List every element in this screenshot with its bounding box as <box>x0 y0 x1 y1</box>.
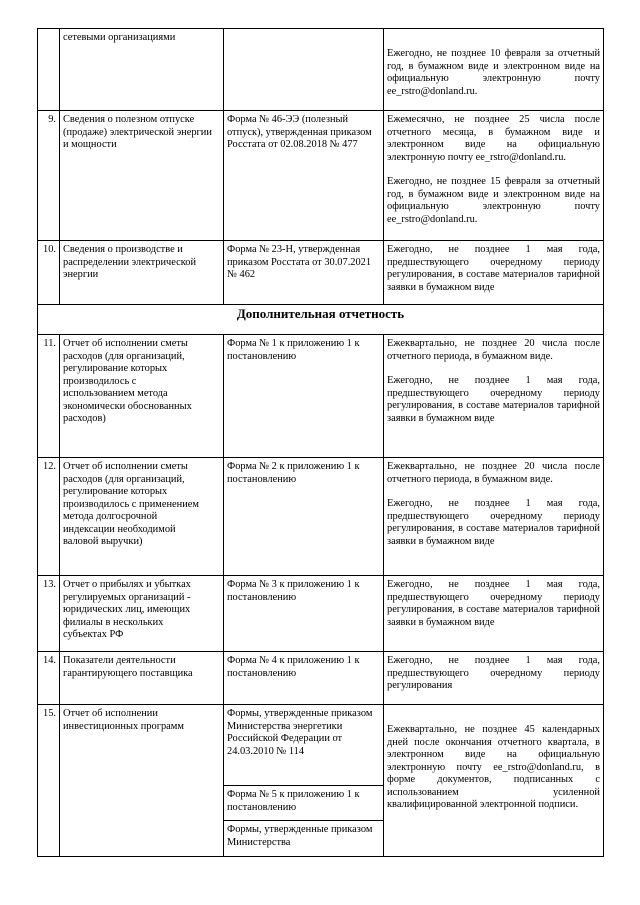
row-number: 14. <box>38 652 60 705</box>
report-form: Формы, утвержденные приказом Министерства энергетики Российской Федерации от 24.03.2010 № 114 <box>224 705 384 786</box>
report-deadline <box>384 458 604 576</box>
table-row <box>38 458 604 576</box>
table-row <box>38 335 604 458</box>
row-number: 10. <box>38 241 60 305</box>
table-row <box>38 576 604 652</box>
reporting-table <box>37 28 604 857</box>
deadline-text: Ежегодно, не позднее 10 февраля за отчетный год, в бумажном виде и электронном виде на официальную электронную почту ee_rstro@donland.ru. <box>387 48 600 97</box>
report-deadline <box>384 335 604 458</box>
report-form: Форма № 4 к приложению 1 к постановлению <box>224 652 384 705</box>
report-name: Сведения о полезном отпуске (продаже) электрической энергии и мощности <box>60 111 224 241</box>
deadline-text: Ежегодно, не позднее 1 мая года, предшествующего очередному периоду регулирования, в составе материалов тарифной заявки в бумажном виде <box>387 498 600 547</box>
deadline-text: Ежеквартально, не позднее 20 числа после отчетного периода, в бумажном виде. <box>387 461 600 485</box>
deadline-text: Ежеквартально, не позднее 45 календарных дней после окончания отчетного квартала, в электронном виде на официальную электронную почту ee_rstro@donland.ru, в форме документов, подписанных с использованием усиленной квалифицированной электронной подписи. <box>387 724 600 810</box>
report-name: Сведения о производстве и распределении электрической энергии <box>60 241 224 305</box>
row-number: 11. <box>38 335 60 458</box>
deadline-text: Ежегодно, не позднее 1 мая года, предшествующего очередному периоду регулирования <box>387 655 600 691</box>
row-number: 12. <box>38 458 60 576</box>
report-name: Отчет о прибылях и убытках регулируемых организаций - юридических лиц, имеющих филиалы в нескольких субъектах РФ <box>60 576 224 652</box>
report-deadline <box>384 29 604 111</box>
row-number: 13. <box>38 576 60 652</box>
report-deadline <box>384 241 604 305</box>
report-form: Формы, утвержденные приказом Министерства <box>224 821 384 857</box>
row-number: 9. <box>38 111 60 241</box>
report-name: сетевыми организациями <box>60 29 224 111</box>
deadline-text: Ежеквартально, не позднее 20 числа после отчетного периода, в бумажном виде. <box>387 338 600 362</box>
report-deadline <box>384 652 604 705</box>
report-deadline <box>384 705 604 857</box>
table-row <box>38 652 604 705</box>
report-form: Форма № 5 к приложению 1 к постановлению <box>224 786 384 821</box>
report-form: Форма № 2 к приложению 1 к постановлению <box>224 458 384 576</box>
deadline-text: Ежегодно, не позднее 15 февраля за отчетный год, в бумажном виде и электронном виде на официальную электронную почту ee_rstro@donland.ru. <box>387 176 600 225</box>
report-name: Отчет об исполнении инвестиционных программ <box>60 705 224 857</box>
table-row <box>38 29 604 111</box>
table-row <box>38 705 604 786</box>
deadline-text: Ежемесячно, не позднее 25 числа после отчетного месяца, в бумажном виде и электронном виде на официальную электронную почту ee_rstro@donland.ru. <box>387 114 600 163</box>
report-form: Форма № 23-Н, утвержденная приказом Росстата от 30.07.2021 № 462 <box>224 241 384 305</box>
report-deadline <box>384 111 604 241</box>
report-name: Показатели деятельности гарантирующего поставщика <box>60 652 224 705</box>
section-row <box>38 305 604 335</box>
row-number: 15. <box>38 705 60 857</box>
deadline-text: Ежегодно, не позднее 1 мая года, предшествующего очередному периоду регулирования, в составе материалов тарифной заявки в бумажном виде <box>387 375 600 424</box>
report-form <box>224 29 384 111</box>
report-name: Отчет об исполнении сметы расходов (для организаций, регулирование которых производилось с использованием метода экономически обоснованных расходов) <box>60 335 224 458</box>
report-form: Форма № 46-ЭЭ (полезный отпуск), утвержденная приказом Росстата от 02.08.2018 № 477 <box>224 111 384 241</box>
report-form: Форма № 1 к приложению 1 к постановлению <box>224 335 384 458</box>
report-form: Форма № 3 к приложению 1 к постановлению <box>224 576 384 652</box>
deadline-text: Ежегодно, не позднее 1 мая года, предшествующего очередному периоду регулирования, в составе материалов тарифной заявки в бумажном виде <box>387 244 600 293</box>
report-name: Отчет об исполнении сметы расходов (для организаций, регулирование которых производилось с применением метода долгосрочной индексации необходимой валовой выручки) <box>60 458 224 576</box>
report-deadline <box>384 576 604 652</box>
table-row <box>38 111 604 241</box>
row-number <box>38 29 60 111</box>
deadline-text: Ежегодно, не позднее 1 мая года, предшествующего очередному периоду регулирования, в составе материалов тарифной заявки в бумажном виде <box>387 579 600 628</box>
section-heading: Дополнительная отчетность <box>38 305 604 335</box>
table-row <box>38 241 604 305</box>
